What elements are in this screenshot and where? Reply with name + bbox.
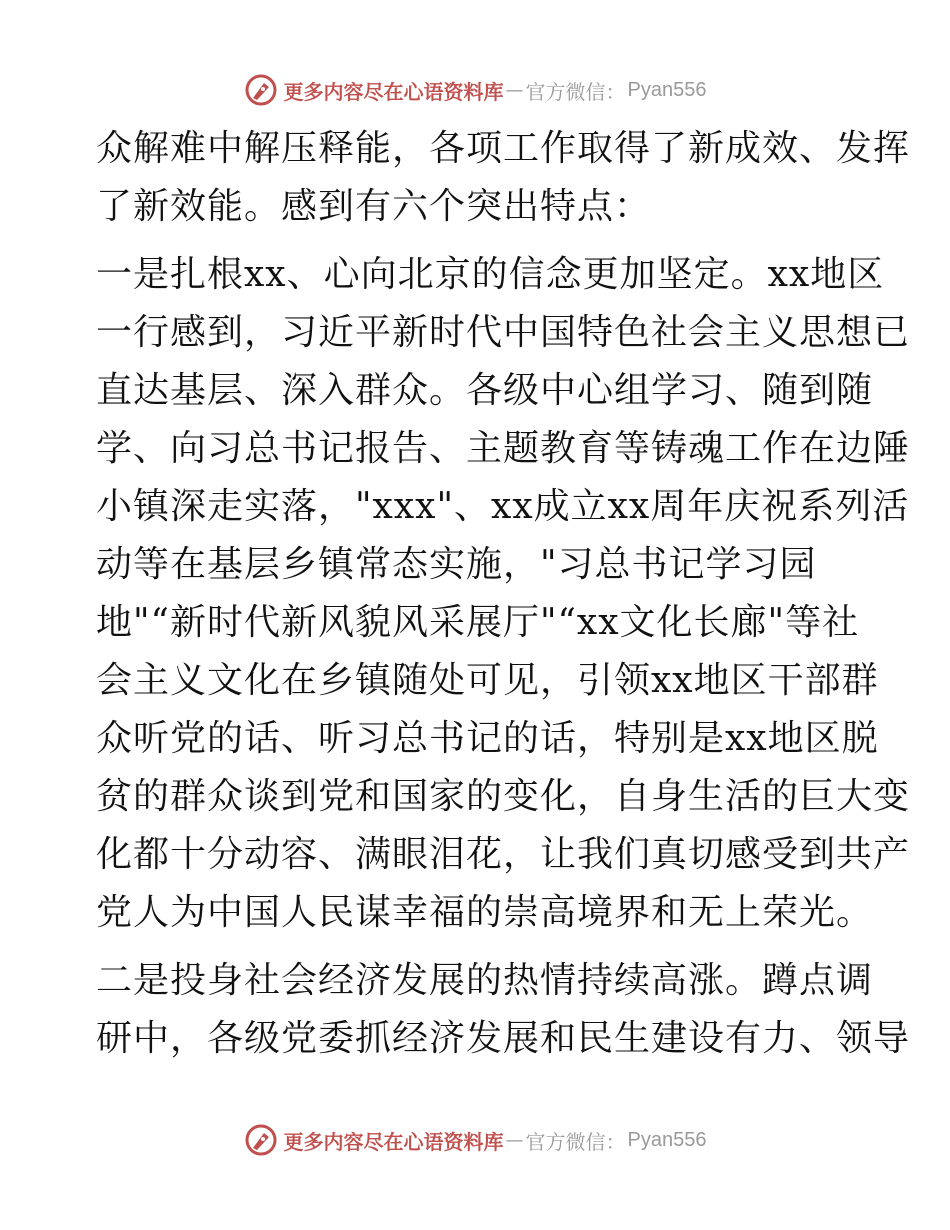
text-line: 地"“新时代新风貌风采展厅"“xx文化长廊"等社: [96, 602, 860, 643]
banner-main-text: 更多内容尽在心语资料库: [283, 79, 504, 104]
pen-nib-circle-icon: [244, 1123, 278, 1157]
text-line: 贫的群众谈到党和国家的变化，自身生活的巨大变: [96, 776, 911, 817]
banner-main-text: 更多内容尽在心语资料库: [283, 1129, 504, 1154]
banner-dash: —: [505, 1129, 524, 1151]
text-line: 研中，各级党委抓经济发展和民生建设有力、领导: [96, 1018, 911, 1059]
pen-nib-circle-icon: [244, 73, 278, 107]
banner-wechat-id: Pyan556: [627, 78, 707, 101]
text-line: 了新效能。感到有六个突出特点：: [96, 186, 652, 227]
text-line: 学、向习总书记报告、主题教育等铸魂工作在边陲: [96, 428, 911, 469]
footer-watermark-banner: [0, 1120, 950, 1160]
text-line: 一是扎根xx、心向北京的信念更加坚定。xx地区: [96, 254, 885, 295]
banner-dash: —: [505, 79, 524, 101]
text-line: 一行感到，习近平新时代中国特色社会主义思想已: [96, 312, 911, 353]
header-watermark-banner: [0, 70, 950, 110]
banner-wechat-label: 官方微信：: [525, 79, 626, 104]
text-line: 直达基层、深入群众。各级中心组学习、随到随: [96, 370, 874, 411]
text-line: 众听党的话、听习总书记的话，特别是xx地区脱: [96, 718, 879, 759]
text-line: 会主义文化在乡镇随处可见，引领xx地区干部群: [96, 660, 879, 701]
banner-wechat-label: 官方微信：: [525, 1129, 626, 1154]
document-body: [96, 120, 911, 1068]
text-line: 党人为中国人民谋幸福的崇高境界和无上荣光。: [96, 892, 874, 933]
text-line: 小镇深走实落，"xxx"、xx成立xx周年庆祝系列活: [96, 486, 910, 527]
text-line: 动等在基层乡镇常态实施，"习总书记学习园: [96, 544, 817, 585]
paragraph: [96, 120, 911, 236]
paragraph: [96, 246, 911, 942]
banner-wechat-id: Pyan556: [627, 1128, 707, 1151]
text-line: 二是投身社会经济发展的热情持续高涨。蹲点调: [96, 960, 874, 1001]
text-line: 众解难中解压释能，各项工作取得了新成效、发挥: [96, 128, 911, 169]
paragraph: [96, 952, 911, 1068]
text-line: 化都十分动容、满眼泪花，让我们真切感受到共产: [96, 834, 911, 875]
